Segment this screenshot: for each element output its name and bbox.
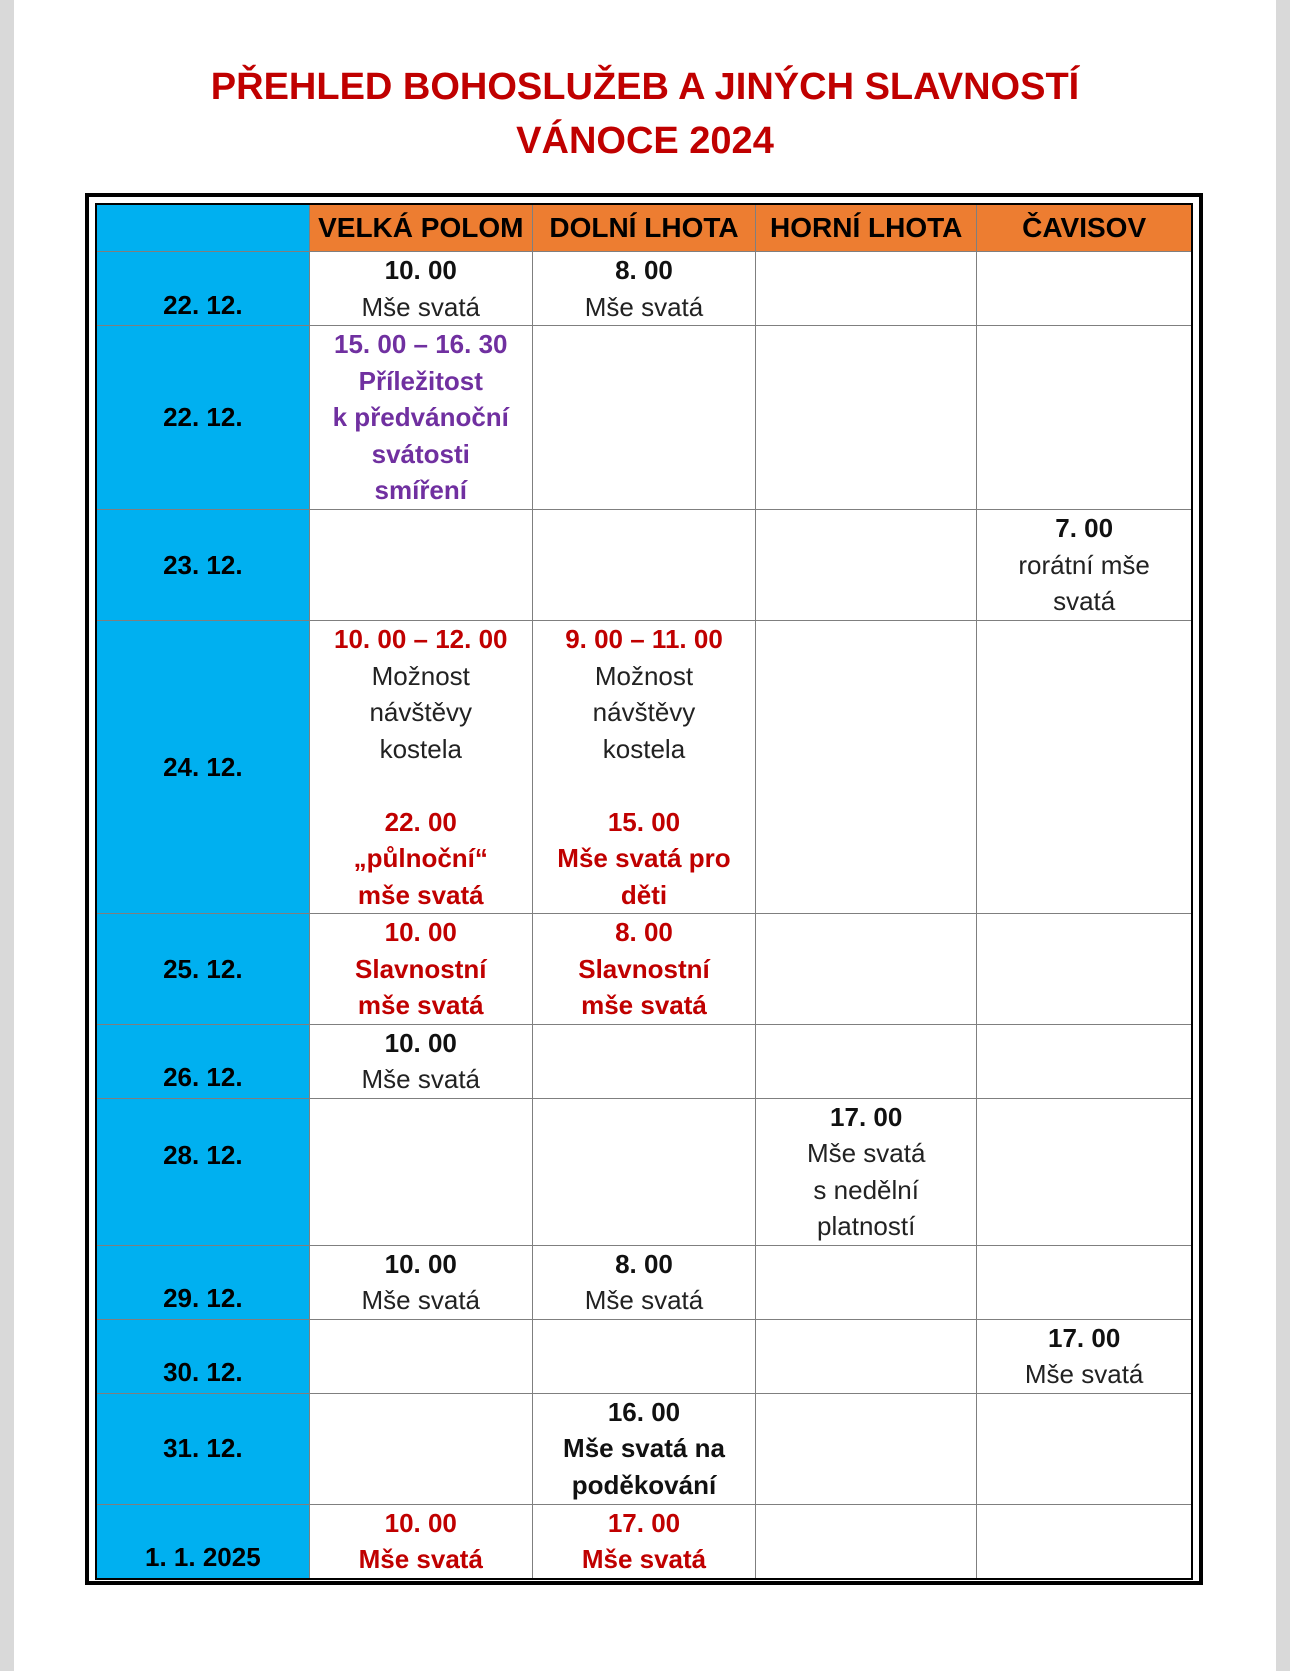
header-corner <box>96 204 309 252</box>
table-row <box>96 326 1192 510</box>
cell-horni-lhota <box>756 1024 977 1098</box>
service-text: „půlnoční“ <box>353 843 488 873</box>
service-text: Možnost <box>371 660 470 691</box>
cell-dolni-lhota <box>532 1098 755 1245</box>
cell-dolni-lhota <box>532 914 755 1025</box>
service-text: návštěvy <box>592 697 696 727</box>
spacer <box>533 767 755 804</box>
page-title <box>0 60 1290 168</box>
date-cell: 1. 1. 2025 <box>96 1504 309 1579</box>
cell-horni-lhota <box>756 1098 977 1245</box>
service-text: svátosti <box>371 438 470 469</box>
service-text: Mše svatá pro <box>557 843 731 873</box>
cell-horni-lhota <box>756 914 977 1025</box>
service-text: platností <box>817 1211 916 1241</box>
table-row <box>96 914 1192 1025</box>
service-time: 22. 00 <box>384 806 457 837</box>
cell-cavisov <box>977 252 1192 326</box>
cell-dolni-lhota <box>532 510 755 621</box>
service-text: poděkování <box>571 1469 717 1500</box>
service-time: 17. 00 <box>607 1507 681 1538</box>
service-time: 8. 00 <box>615 255 673 285</box>
service-time: 16. 00 <box>607 1396 681 1427</box>
cell-cavisov <box>977 1098 1192 1245</box>
cell-cavisov <box>977 510 1192 621</box>
service-text: Slavnostní <box>355 953 487 984</box>
cell-dolni-lhota <box>532 326 755 510</box>
column-header-velka-polom: VELKÁ POLOM <box>309 204 532 252</box>
cell-horni-lhota <box>756 1393 977 1504</box>
service-text: Mše svatá na <box>563 1433 725 1463</box>
cell-horni-lhota <box>756 510 977 621</box>
cell-velka-polom <box>309 1504 532 1579</box>
table-row <box>96 1245 1192 1319</box>
cell-horni-lhota <box>756 1245 977 1319</box>
schedule-table <box>95 203 1193 1580</box>
date-cell: 22. 12. <box>96 326 309 510</box>
date-cell: 30. 12. <box>96 1319 309 1393</box>
cell-cavisov <box>977 1319 1192 1393</box>
table-row <box>96 621 1192 914</box>
cell-velka-polom <box>309 252 532 326</box>
date-cell: 23. 12. <box>96 510 309 621</box>
cell-dolni-lhota <box>532 1245 755 1319</box>
table-row <box>96 510 1192 621</box>
cell-dolni-lhota <box>532 252 755 326</box>
cell-velka-polom <box>309 326 532 510</box>
service-time: 10. 00 <box>384 1248 457 1279</box>
service-text: rorátní mše <box>1018 549 1150 580</box>
cell-velka-polom <box>309 1245 532 1319</box>
cell-dolni-lhota <box>532 1024 755 1098</box>
cell-horni-lhota <box>756 621 977 914</box>
service-time: 10. 00 <box>384 1507 457 1538</box>
table-row <box>96 1393 1192 1504</box>
schedule-frame <box>85 193 1203 1585</box>
column-header-cavisov: ČAVISOV <box>977 204 1192 252</box>
service-time: 9. 00 – 11. 00 <box>565 624 723 654</box>
table-row <box>96 1504 1192 1579</box>
cell-cavisov <box>977 1393 1192 1504</box>
cell-velka-polom <box>309 621 532 914</box>
service-text: mše svatá <box>581 990 707 1020</box>
service-time: 17. 00 <box>1048 1322 1121 1353</box>
cell-dolni-lhota <box>532 621 755 914</box>
column-header-dolni-lhota: DOLNÍ LHOTA <box>532 204 755 252</box>
cell-horni-lhota <box>756 252 977 326</box>
cell-cavisov <box>977 621 1192 914</box>
date-cell: 24. 12. <box>96 621 309 914</box>
service-text: děti <box>620 879 668 910</box>
service-text: Slavnostní <box>578 953 710 984</box>
service-text: Mše svatá <box>358 1544 483 1574</box>
date-cell: 25. 12. <box>96 914 309 1025</box>
table-row <box>96 1319 1192 1393</box>
date-cell: 31. 12. <box>96 1393 309 1504</box>
service-time: 7. 00 <box>1055 513 1114 543</box>
cell-horni-lhota <box>756 326 977 510</box>
service-text: Mše svatá <box>806 1138 926 1168</box>
title-line-2: VÁNOCE 2024 <box>516 120 774 162</box>
cell-dolni-lhota <box>532 1393 755 1504</box>
title-line-1: PŘEHLED BOHOSLUŽEB A JINÝCH SLAVNOSTÍ <box>210 66 1080 108</box>
header-row <box>96 204 1192 252</box>
column-header-horni-lhota: HORNÍ LHOTA <box>756 204 977 252</box>
service-time: 10. 00 <box>384 255 457 285</box>
date-cell: 22. 12. <box>96 252 309 326</box>
cell-velka-polom <box>309 1393 532 1504</box>
spacer <box>310 767 532 804</box>
date-cell: 26. 12. <box>96 1024 309 1098</box>
service-time: 15. 00 – 16. 30 <box>334 329 508 359</box>
cell-cavisov <box>977 1024 1192 1098</box>
date-cell: 29. 12. <box>96 1245 309 1319</box>
service-time: 15. 00 <box>607 806 681 837</box>
service-time: 10. 00 <box>384 917 457 947</box>
cell-cavisov <box>977 326 1192 510</box>
service-text: mše svatá <box>357 879 484 910</box>
service-text: kostela <box>379 733 462 764</box>
table-row <box>96 252 1192 326</box>
service-text: mše svatá <box>357 990 484 1020</box>
cell-dolni-lhota <box>532 1319 755 1393</box>
service-time: 8. 00 <box>615 1248 673 1279</box>
service-time: 17. 00 <box>830 1101 903 1132</box>
cell-velka-polom <box>309 1098 532 1245</box>
cell-cavisov <box>977 914 1192 1025</box>
service-text: Mše svatá <box>581 1544 707 1574</box>
service-time: 10. 00 – 12. 00 <box>334 624 508 654</box>
cell-cavisov <box>977 1504 1192 1579</box>
service-text: smíření <box>374 475 468 505</box>
table-row <box>96 1024 1192 1098</box>
service-text: Mše svatá <box>1024 1359 1144 1389</box>
date-cell: 28. 12. <box>96 1098 309 1245</box>
service-text: Mše svatá <box>584 291 704 322</box>
service-text: kostela <box>602 733 686 764</box>
cell-velka-polom <box>309 510 532 621</box>
service-text: k předvánoční <box>332 402 509 432</box>
cell-velka-polom <box>309 1319 532 1393</box>
service-text: návštěvy <box>369 697 473 727</box>
table-row <box>96 1098 1192 1245</box>
service-text: Příležitost <box>358 365 483 396</box>
cell-cavisov <box>977 1245 1192 1319</box>
cell-horni-lhota <box>756 1504 977 1579</box>
service-text: Mše svatá <box>361 1064 481 1094</box>
service-time: 8. 00 <box>615 917 673 947</box>
cell-velka-polom <box>309 914 532 1025</box>
service-time: 10. 00 <box>384 1027 457 1058</box>
cell-dolni-lhota <box>532 1504 755 1579</box>
cell-velka-polom <box>309 1024 532 1098</box>
service-text: Mše svatá <box>361 291 481 322</box>
service-text: svatá <box>1053 586 1116 616</box>
cell-horni-lhota <box>756 1319 977 1393</box>
service-text: Mše svatá <box>584 1285 704 1315</box>
service-text: Možnost <box>594 660 694 691</box>
service-text: Mše svatá <box>361 1285 481 1315</box>
service-text: s nedělní <box>813 1174 919 1205</box>
